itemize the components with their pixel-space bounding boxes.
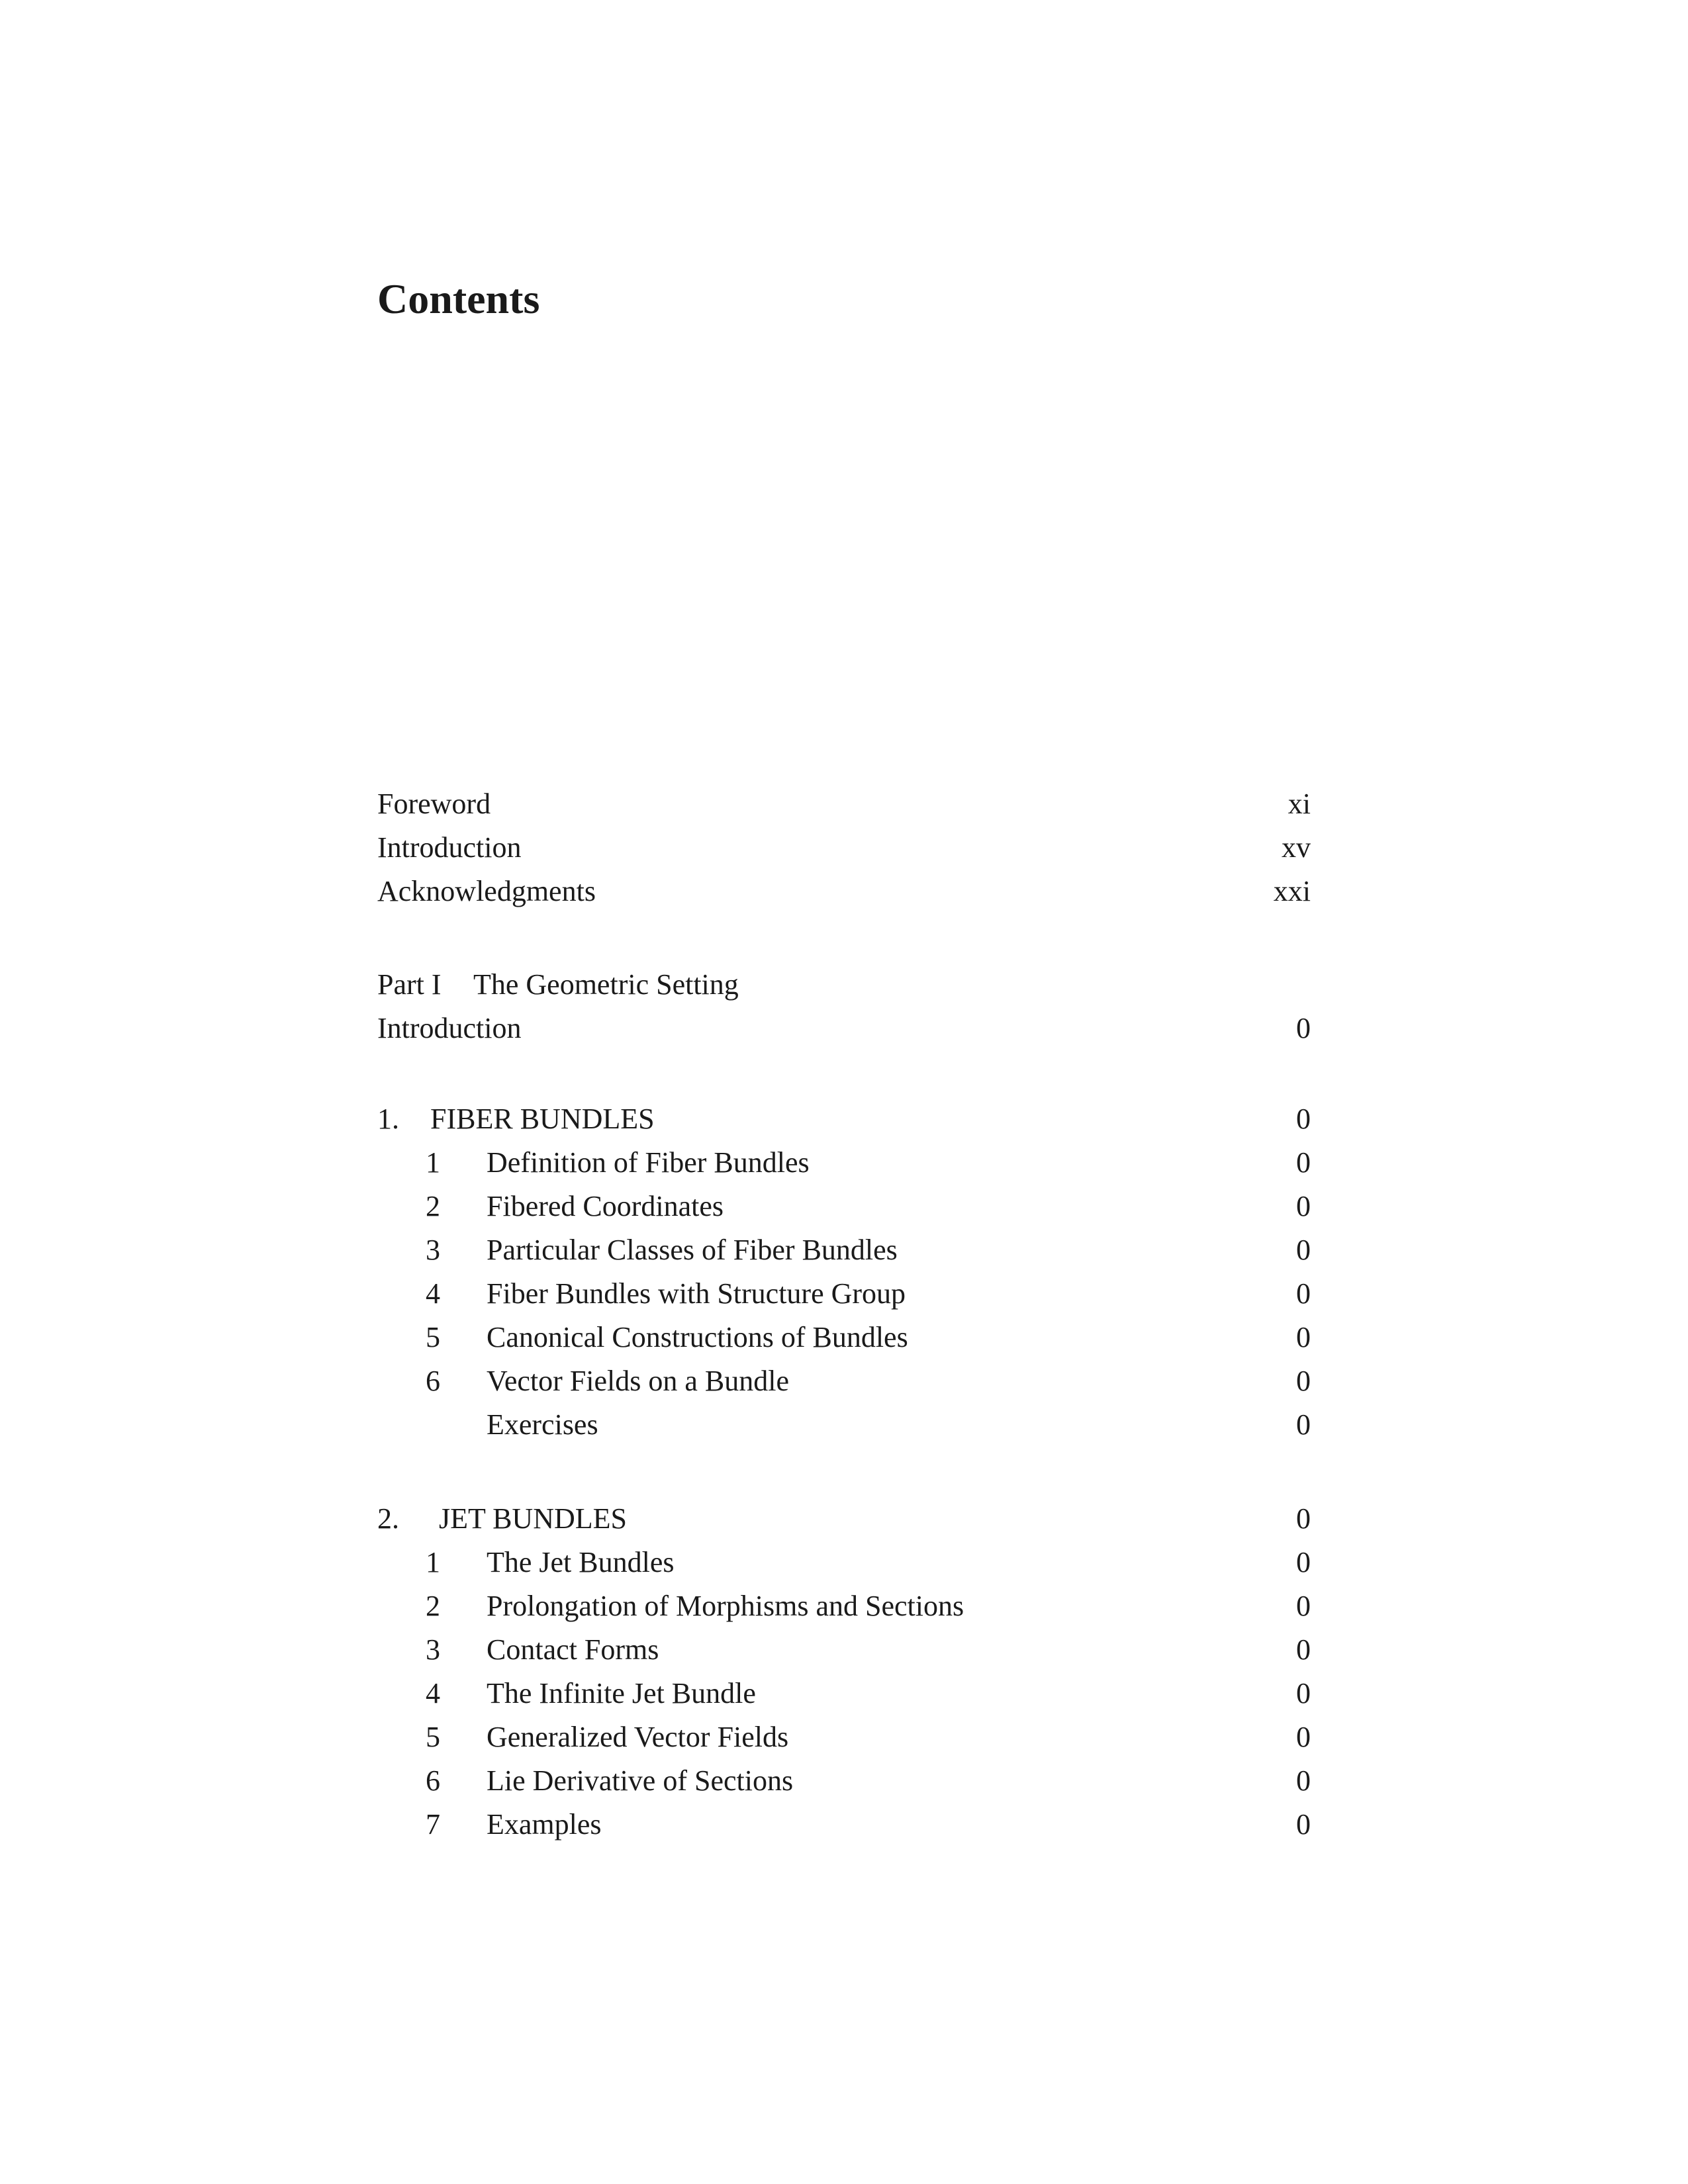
chapter-heading[interactable] [377, 1097, 1311, 1141]
section-page: 0 [1296, 1146, 1311, 1179]
section-number: 3 [426, 1234, 440, 1266]
section-entry[interactable] [377, 1759, 1311, 1803]
section-number: 3 [426, 1633, 440, 1666]
page-title: Contents [377, 275, 540, 322]
part-label: Part I [377, 968, 442, 1001]
section-page: 0 [1296, 1721, 1311, 1753]
toc-entry-page: xv [1282, 831, 1311, 864]
section-entry[interactable] [377, 1316, 1311, 1359]
section-title: Canonical Constructions of Bundles [487, 1321, 908, 1353]
toc-entry-page: 0 [1296, 1012, 1311, 1044]
section-title: Fiber Bundles with Structure Group [487, 1277, 906, 1310]
section-page: 0 [1296, 1408, 1311, 1441]
section-title: Particular Classes of Fiber Bundles [487, 1234, 898, 1266]
chapter-2 [377, 1497, 1311, 1846]
toc-entry-title: Introduction [377, 831, 522, 864]
section-title: Definition of Fiber Bundles [487, 1146, 810, 1179]
toc-entry-page: xi [1288, 788, 1311, 820]
section-page: 0 [1296, 1808, 1311, 1841]
section-number: 4 [426, 1677, 440, 1709]
chapter-title: JET BUNDLES [439, 1502, 627, 1535]
section-title: Lie Derivative of Sections [487, 1764, 794, 1797]
section-title: Contact Forms [487, 1633, 659, 1666]
section-entry[interactable] [377, 1715, 1311, 1759]
chapter-title: FIBER BUNDLES [430, 1103, 655, 1135]
section-number: 7 [426, 1808, 440, 1841]
toc-entry-foreword[interactable] [377, 782, 1311, 826]
chapter-number: 2. [377, 1502, 399, 1535]
section-title: The Jet Bundles [487, 1546, 675, 1578]
toc-entry-page: xxi [1273, 875, 1311, 907]
section-page: 0 [1296, 1321, 1311, 1353]
section-page: 0 [1296, 1764, 1311, 1797]
toc-entry-title: Acknowledgments [377, 875, 596, 907]
section-page: 0 [1296, 1633, 1311, 1666]
section-page: 0 [1296, 1365, 1311, 1397]
section-page: 0 [1296, 1546, 1311, 1578]
section-page: 0 [1296, 1590, 1311, 1622]
section-entry[interactable] [377, 1185, 1311, 1228]
section-number: 5 [426, 1721, 440, 1753]
section-entry[interactable] [377, 1141, 1311, 1185]
chapter-number: 1. [377, 1103, 399, 1135]
section-entry[interactable] [377, 1228, 1311, 1272]
section-title: Generalized Vector Fields [487, 1721, 789, 1753]
section-number: 5 [426, 1321, 440, 1353]
section-page: 0 [1296, 1190, 1311, 1222]
section-page: 0 [1296, 1277, 1311, 1310]
section-number: 1 [426, 1146, 440, 1179]
section-number: 2 [426, 1590, 440, 1622]
toc-entry-acknowledgments[interactable] [377, 870, 1311, 913]
section-entry-exercises[interactable] [377, 1403, 1311, 1447]
section-number: 6 [426, 1365, 440, 1397]
section-entry[interactable] [377, 1359, 1311, 1403]
section-number: 6 [426, 1764, 440, 1797]
part-section [377, 963, 1311, 1050]
section-entry[interactable] [377, 1672, 1311, 1715]
section-title: Exercises [487, 1408, 598, 1441]
section-entry[interactable] [377, 1541, 1311, 1584]
section-entry[interactable] [377, 1628, 1311, 1672]
toc-entry-title: Introduction [377, 1012, 522, 1044]
chapter-page: 0 [1296, 1103, 1311, 1135]
section-entry[interactable] [377, 1584, 1311, 1628]
toc-entry-introduction[interactable] [377, 826, 1311, 870]
chapter-1 [377, 1097, 1311, 1447]
section-page: 0 [1296, 1234, 1311, 1266]
section-title: Fibered Coordinates [487, 1190, 724, 1222]
section-number: 2 [426, 1190, 440, 1222]
chapter-page: 0 [1296, 1502, 1311, 1535]
toc-entry-title: Foreword [377, 788, 491, 820]
section-page: 0 [1296, 1677, 1311, 1709]
section-title: Vector Fields on a Bundle [487, 1365, 790, 1397]
section-title: Prolongation of Morphisms and Sections [487, 1590, 964, 1622]
section-entry[interactable] [377, 1803, 1311, 1846]
section-title: The Infinite Jet Bundle [487, 1677, 756, 1709]
toc-entry-part-introduction[interactable] [377, 1007, 1311, 1050]
section-entry[interactable] [377, 1272, 1311, 1316]
front-matter-list [377, 782, 1311, 913]
section-number: 1 [426, 1546, 440, 1578]
chapter-heading[interactable] [377, 1497, 1311, 1541]
section-title: Examples [487, 1808, 602, 1841]
part-heading[interactable] [377, 963, 1311, 1007]
section-number: 4 [426, 1277, 440, 1310]
part-title: The Geometric Setting [473, 968, 739, 1001]
